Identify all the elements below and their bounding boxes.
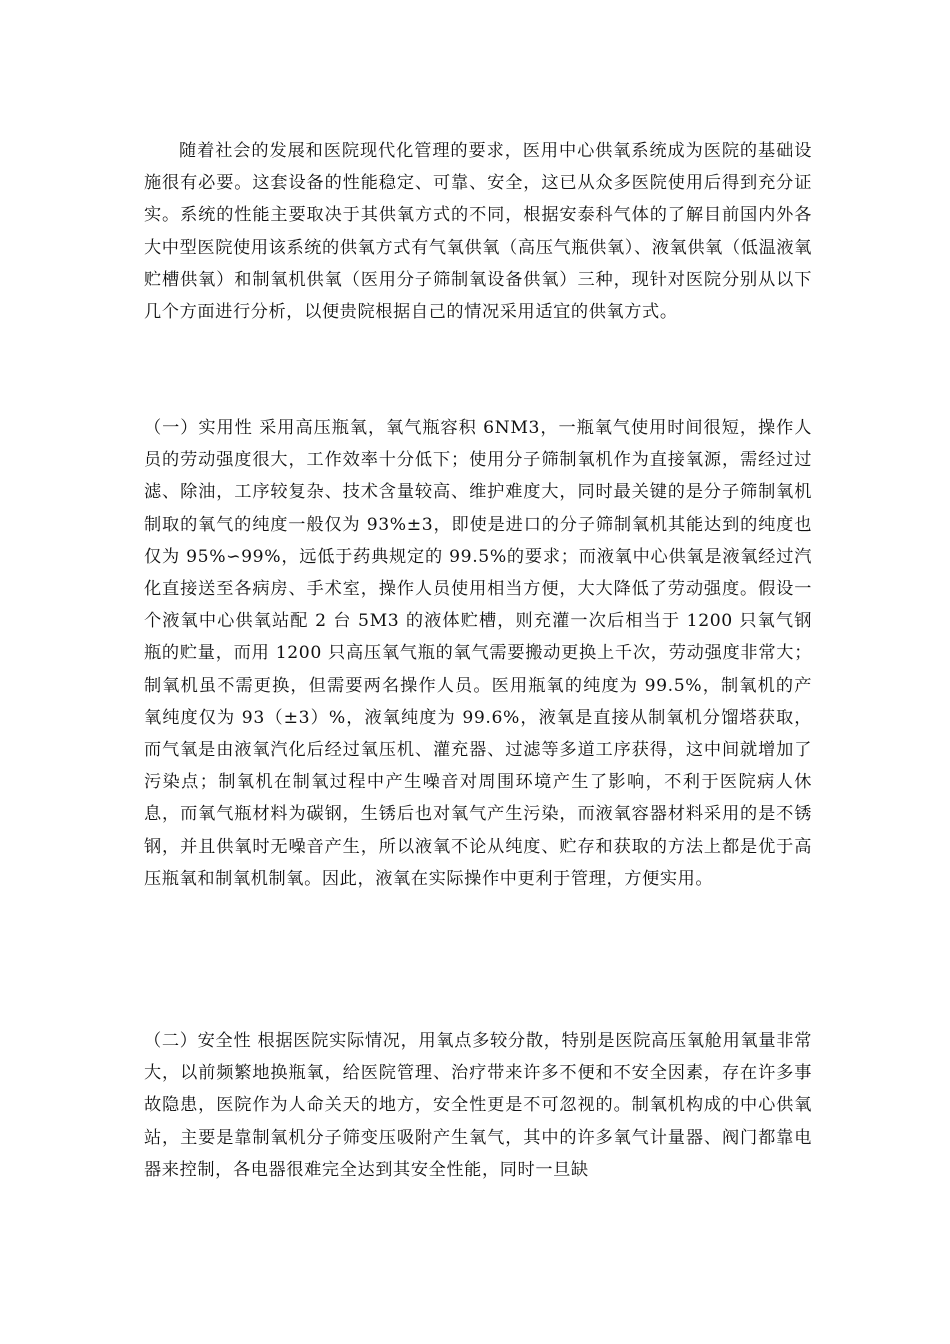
intro-paragraph: 随着社会的发展和医院现代化管理的要求，医用中心供氧系统成为医院的基础设施很有必要。这套设备的性能稳定、可靠、安全，这已从众多医院使用后得到充分证实。系统的性能主要取决于其供氧方式的不同，根据安泰科气体的了解目前国内外各大中型医院使用该系统的供氧方式有气氧供氧（高压气瓶供氧）、液氧供氧（低温液氧贮槽供氧）和制氧机供氧（医用分子筛制氧设备供氧）三种，现针对医院分别从以下几个方面进行分析，以便贵院根据自己的情况采用适宜的供氧方式。 (144, 141, 812, 323)
safety-paragraph: （二）安全性 根据医院实际情况，用氧点多较分散，特别是医院高压氧舱用氧量非常大，以前频繁地换瓶氧，给医院管理、治疗带来许多不便和不安全因素，存在许多事故隐患，医院作为人命关天的地方，安全性更是不可忽视的。制氧机构成的中心供氧站，主要是靠制氧机分子筛变压吸附产生氧气，其中的许多氧气计量器、阀门都靠电器来控制，各电器很难完全达到其安全性能，同时一旦缺 (144, 1031, 812, 1180)
practicality-paragraph: （一）实用性 采用高压瓶氧，氧气瓶容积 6NM3，一瓶氧气使用时间很短，操作人员的劳动强度很大，工作效率十分低下；使用分子筛制氧机作为直接氧源，需经过过滤、除油，工序较复杂、技术含量较高、维护难度大，同时最关键的是分子筛制氧机制取的氧气的纯度一般仅为 93%±3，即使是进口的分子筛制氧机其能达到的纯度也仅为 95%∽99%，远低于药典规定的 99.5%的要求；而液氧中心供氧是液氧经过汽化直接送至各病房、手术室，操作人员使用相当方便，大大降低了劳动强度。假设一个液氧中心供氧站配 2 台 5M3 的液体贮槽，则充灌一次后相当于 1200 只氧气钢瓶的贮量，而用 1200 只高压氧气瓶的氧气需要搬动更换上千次，劳动强度非常大；制氧机虽不需更换，但需要两名操作人员。医用瓶氧的纯度为 99.5%，制氧机的产氧纯度仅为 93（±3）%，液氧纯度为 99.6%，液氧是直接从制氧机分馏塔获取，而气氧是由液氧汽化后经过氧压机、灌充器、过滤等多道工序获得，这中间就增加了污染点；制氧机在制氧过程中产生噪音对周围环境产生了影响，不利于医院病人休息，而氧气瓶材料为碳钢，生锈后也对氧气产生污染，而液氧容器材料采用的是不锈钢，并且供氧时无噪音产生，所以液氧不论从纯度、贮存和获取的方法上都是优于高压瓶氧和制氧机制氧。因此，液氧在实际操作中更利于管理，方便实用。 (144, 418, 812, 889)
